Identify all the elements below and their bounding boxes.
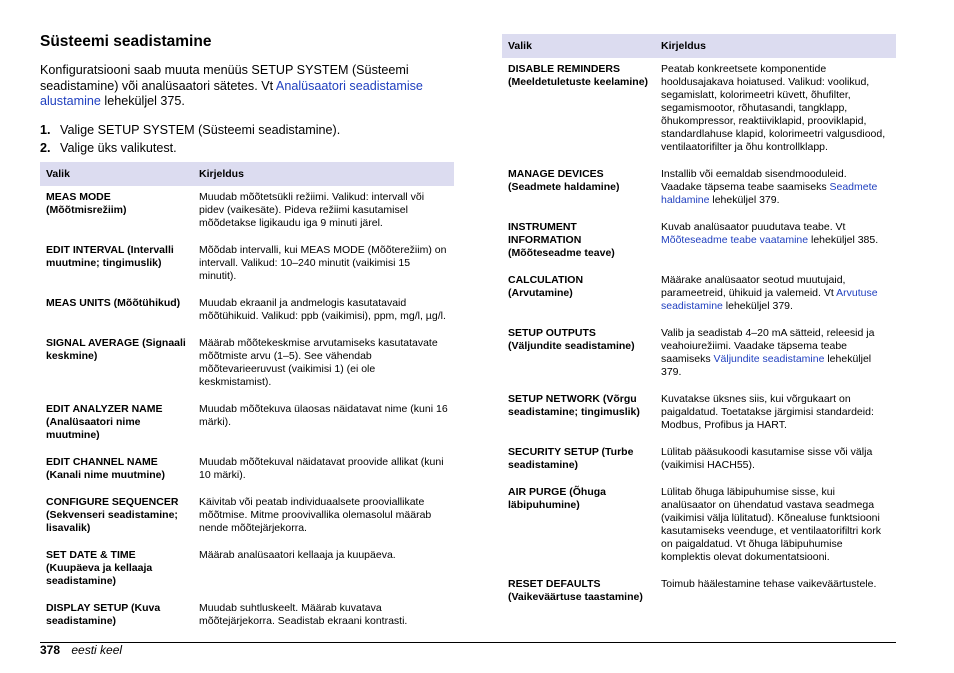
option-description — [655, 216, 896, 269]
intro-link[interactable]: Analüsaatori seadistamise alustamine — [40, 78, 423, 108]
cross-reference-link[interactable]: Mõõteseadme teabe vaatamine — [661, 234, 809, 246]
table-row — [40, 544, 454, 597]
left-column — [40, 33, 454, 637]
table-row — [502, 573, 896, 613]
description-text: Lülitab pääsukoodi kasutamise sisse või välja (vaikimisi HACH55). — [661, 446, 873, 471]
option-description — [655, 441, 896, 481]
option-name: MEAS MODE (Mõõtmisrežiim) — [46, 190, 127, 216]
right-column — [502, 34, 896, 613]
table-row — [40, 491, 454, 544]
table-row — [40, 597, 454, 637]
option-description — [655, 163, 896, 216]
table-row — [502, 441, 896, 481]
table-row — [502, 481, 896, 573]
header-option: Valik — [502, 34, 655, 58]
option-description: Muudab mõõtekuval näidatavat proovide allikat (kuni 10 märki). — [199, 455, 444, 481]
option-name: MEAS UNITS (Mõõtühikud) — [46, 296, 181, 309]
header-description: Kirjeldus — [193, 162, 454, 186]
option-description: Muudab suhtluskeelt. Määrab kuvatava mõõtejärjekorra. Seadistab ekraani kontrasti. — [199, 601, 408, 627]
step-number: 1. — [40, 122, 51, 137]
description-text: Kuvatakse üksnes siis, kui võrgukaart on paigaldatud. Toetatakse järgimisi standardeid: Modbus, Profibus ja HART. — [661, 393, 874, 431]
option-description: Mõõdab intervalli, kui MEAS MODE (Mõõterežiim) on intervall. Valikud: 10–240 minutit (vaikimisi 15 minutit). — [199, 243, 447, 282]
option-description — [655, 269, 896, 322]
table-row — [502, 388, 896, 441]
option-name: CALCULATION (Arvutamine) — [508, 274, 584, 299]
table-row — [40, 451, 454, 491]
step-number: 2. — [40, 140, 51, 155]
option-name: EDIT ANALYZER NAME (Analüsaatori nime muutmine) — [46, 402, 163, 441]
cross-reference-link[interactable]: Seadmete haldamine — [661, 181, 878, 206]
table-row — [40, 186, 454, 239]
option-name: MANAGE DEVICES (Seadmete haldamine) — [508, 168, 620, 193]
header-option: Valik — [40, 162, 193, 186]
option-description — [655, 58, 896, 163]
page-footer — [40, 643, 122, 657]
table-row — [502, 216, 896, 269]
option-name: DISPLAY SETUP (Kuva seadistamine) — [46, 601, 161, 627]
option-name: AIR PURGE (Õhuga läbipuhumine) — [508, 486, 607, 511]
cross-reference-link[interactable]: Väljundite seadistamine — [713, 353, 825, 365]
intro-text-after: leheküljel 375. — [100, 94, 185, 108]
options-table-left — [40, 162, 454, 637]
option-name: EDIT INTERVAL (Intervalli muutmine; tingimuslik) — [46, 243, 174, 269]
section-title: Süsteemi seadistamine — [40, 33, 212, 50]
header-description: Kirjeldus — [655, 34, 896, 58]
options-table-right — [502, 34, 896, 613]
option-description: Muudab ekraanil ja andmelogis kasutatavaid mõõtühikuid. Valikud: ppb (vaikimisi), ppm, mg/l, µg/l. — [199, 296, 446, 322]
option-name: SECURITY SETUP (Turbe seadistamine) — [508, 446, 634, 471]
option-description — [655, 322, 896, 388]
option-name: DISABLE REMINDERS (Meeldetuletuste keelamine) — [508, 63, 649, 88]
intro-text: Konfiguratsiooni saab muuta menüüs SETUP SYSTEM (Süsteemi seadistamine) või analüsaatori sätetes. Vt — [40, 63, 409, 93]
table-row — [502, 58, 896, 163]
table-header-row — [502, 34, 896, 58]
table-header-row — [40, 162, 454, 186]
option-description: Muudab mõõtekuva ülaosas näidatavat nime (kuni 16 märki). — [199, 402, 448, 428]
option-name: SETUP NETWORK (Võrgu seadistamine; tingimuslik) — [508, 393, 640, 418]
description-text: Lülitab õhuga läbipuhumise sisse, kui analüsaator on ühendatud vastava seadmega (vaikimisi välja lülitatud). Kõnealuse funktsiooni kasutamiseks veenduge, et ventilaatorifiltri kork on paigaldatud. Vt õhuga läbipuhumise komplektis olevat dokumentatsiooni. — [661, 486, 882, 563]
description-text: Peatab konkreetsete komponentide hooldusajakava hoiatused. Valikud: voolikud, segamislatt, kolorimeetri küvett, õhufilter, segamismootor, rõhutasandi, tangklapp, õhukompressor, reaktiiviklapid, prooviklapid, standardlahuse klapid, kolorimeetri valgusdiood, ventilaatorifilter ja õhu kontrollklapp. — [661, 63, 886, 153]
option-name: CONFIGURE SEQUENCER (Sekvenseri seadistamine; lisavalik) — [46, 495, 179, 534]
description-text: Installib või eemaldab sisendmooduleid. Vaadake täpsema teabe saamiseks — [661, 168, 847, 193]
option-name: SETUP OUTPUTS (Väljundite seadistamine) — [508, 327, 635, 352]
option-name: SIGNAL AVERAGE (Signaali keskmine) — [46, 336, 186, 362]
option-description: Määrab analüsaatori kellaaja ja kuupäeva. — [199, 548, 396, 561]
footer-language: eesti keel — [71, 643, 123, 657]
description-text: Kuvab analüsaator puudutava teabe. Vt — [661, 221, 846, 233]
option-name: RESET DEFAULTS (Vaikeväärtuse taastamine) — [508, 578, 643, 603]
option-description: Määrab mõõtekeskmise arvutamiseks kasutatavate mõõtmiste arvu (1–5). See vähendab mõõtevarieeruvust (vaikimisi 1) (ei ole keskmistamist). — [199, 336, 438, 388]
option-description — [655, 388, 896, 441]
table-row — [40, 332, 454, 398]
description-text-after: leheküljel 379. — [661, 353, 872, 378]
step-text: Valige üks valikutest. — [60, 140, 177, 155]
table-row — [40, 292, 454, 332]
intro-paragraph — [40, 63, 454, 110]
table-row — [40, 239, 454, 292]
description-text: Määrake analüsaator seotud muutujaid, parameetreid, ühikuid ja valemeid. Vt — [661, 274, 846, 299]
step-item — [40, 123, 454, 137]
table-row — [502, 322, 896, 388]
description-text-after: leheküljel 379. — [722, 300, 793, 312]
cross-reference-link[interactable]: Arvutuse seadistamine — [661, 287, 878, 312]
steps-list — [40, 123, 454, 155]
table-row — [40, 398, 454, 451]
description-text-after: leheküljel 385. — [808, 234, 879, 246]
table-row — [502, 269, 896, 322]
option-description — [655, 573, 896, 613]
option-description: Käivitab või peatab individuaalsete prooviallikate mõõtmise. Mitme proovivallika olemasolul määrab nende mõõtejärjekorra. — [199, 495, 432, 534]
option-name: SET DATE & TIME (Kuupäeva ja kellaaja seadistamine) — [46, 548, 153, 587]
option-name: EDIT CHANNEL NAME (Kanali nime muutmine) — [46, 455, 166, 481]
step-item — [40, 141, 454, 155]
description-text-after: leheküljel 379. — [709, 194, 780, 206]
footer-divider — [40, 642, 896, 643]
description-text: Valib ja seadistab 4–20 mA sätteid, releesid ja veahoiurežiimi. Vaadake täpsema teabe saamiseks — [661, 327, 875, 365]
option-description — [655, 481, 896, 573]
step-text: Valige SETUP SYSTEM (Süsteemi seadistamine). — [60, 122, 341, 137]
table-row — [502, 163, 896, 216]
description-text: Toimub häälestamine tehase vaikeväärtustele. — [661, 578, 877, 590]
page-number: 378 — [40, 643, 61, 657]
option-description: Muudab mõõtetsükli režiimi. Valikud: intervall või pidev (vaikesäte). Pideva režiimi kasutamisel mõõdetakse ligikaudu iga 9 minuti järel. — [199, 190, 425, 229]
option-name: INSTRUMENT INFORMATION (Mõõteseadme teave) — [508, 221, 615, 259]
